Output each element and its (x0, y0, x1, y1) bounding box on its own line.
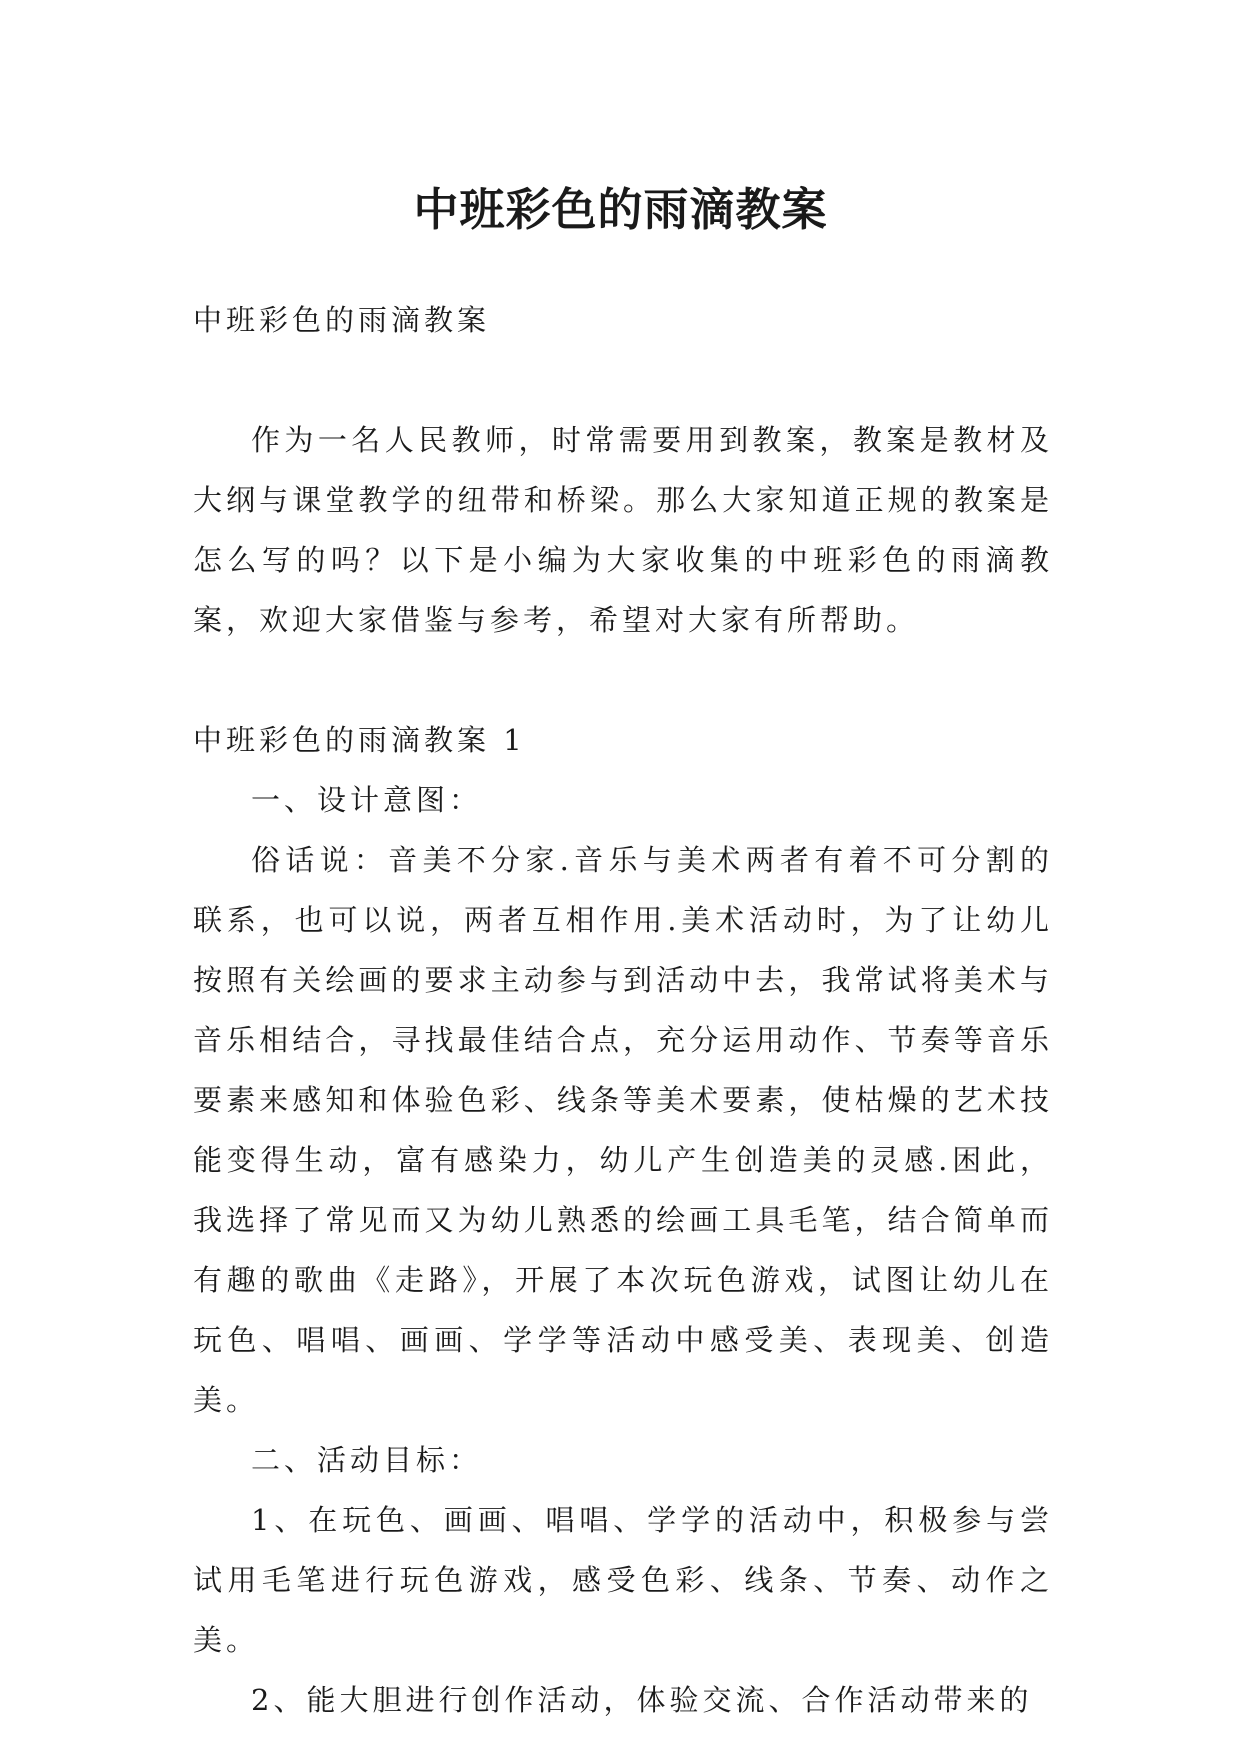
document-title: 中班彩色的雨滴教案 (413, 183, 828, 237)
document-body (193, 290, 1053, 1730)
design-intent-heading: 一、设计意图： (251, 783, 483, 817)
section-heading: 中班彩色的雨滴教案 1 (193, 723, 526, 757)
subtitle-paragraph: 中班彩色的雨滴教案 (193, 303, 491, 337)
goal-1-paragraph: 1、在玩色、画画、唱唱、学学的活动中，积极参与尝试用毛笔进行玩色游戏，感受色彩、线条、节奏、动作之美。 (193, 1503, 1053, 1657)
design-intent-paragraph: 俗话说：音美不分家.音乐与美术两者有着不可分割的联系，也可以说，两者互相作用.美术活动时，为了让幼儿按照有关绘画的要求主动参与到活动中去，我常试将美术与音乐相结合，寻找最佳结合点，充分运用动作、节奏等音乐要素来感知和体验色彩、线条等美术要素，使枯燥的艺术技能变得生动，富有感染力，幼儿产生创造美的灵感.困此，我选择了常见而又为幼儿熟悉的绘画工具毛笔，结合简单而有趣的歌曲《走路》，开展了本次玩色游戏，试图让幼儿在玩色、唱唱、画画、学学等活动中感受美、表现美、创造美。 (193, 843, 1053, 1417)
goals-heading: 二、活动目标： (251, 1443, 483, 1477)
intro-paragraph: 作为一名人民教师，时常需要用到教案，教案是教材及大纲与课堂教学的纽带和桥梁。那么大家知道正规的教案是怎么写的吗？以下是小编为大家收集的中班彩色的雨滴教案，欢迎大家借鉴与参考，希望对大家有所帮助。 (193, 423, 1053, 637)
goal-2-paragraph: 2、能大胆进行创作活动，体验交流、合作活动带来的 (251, 1683, 1033, 1717)
